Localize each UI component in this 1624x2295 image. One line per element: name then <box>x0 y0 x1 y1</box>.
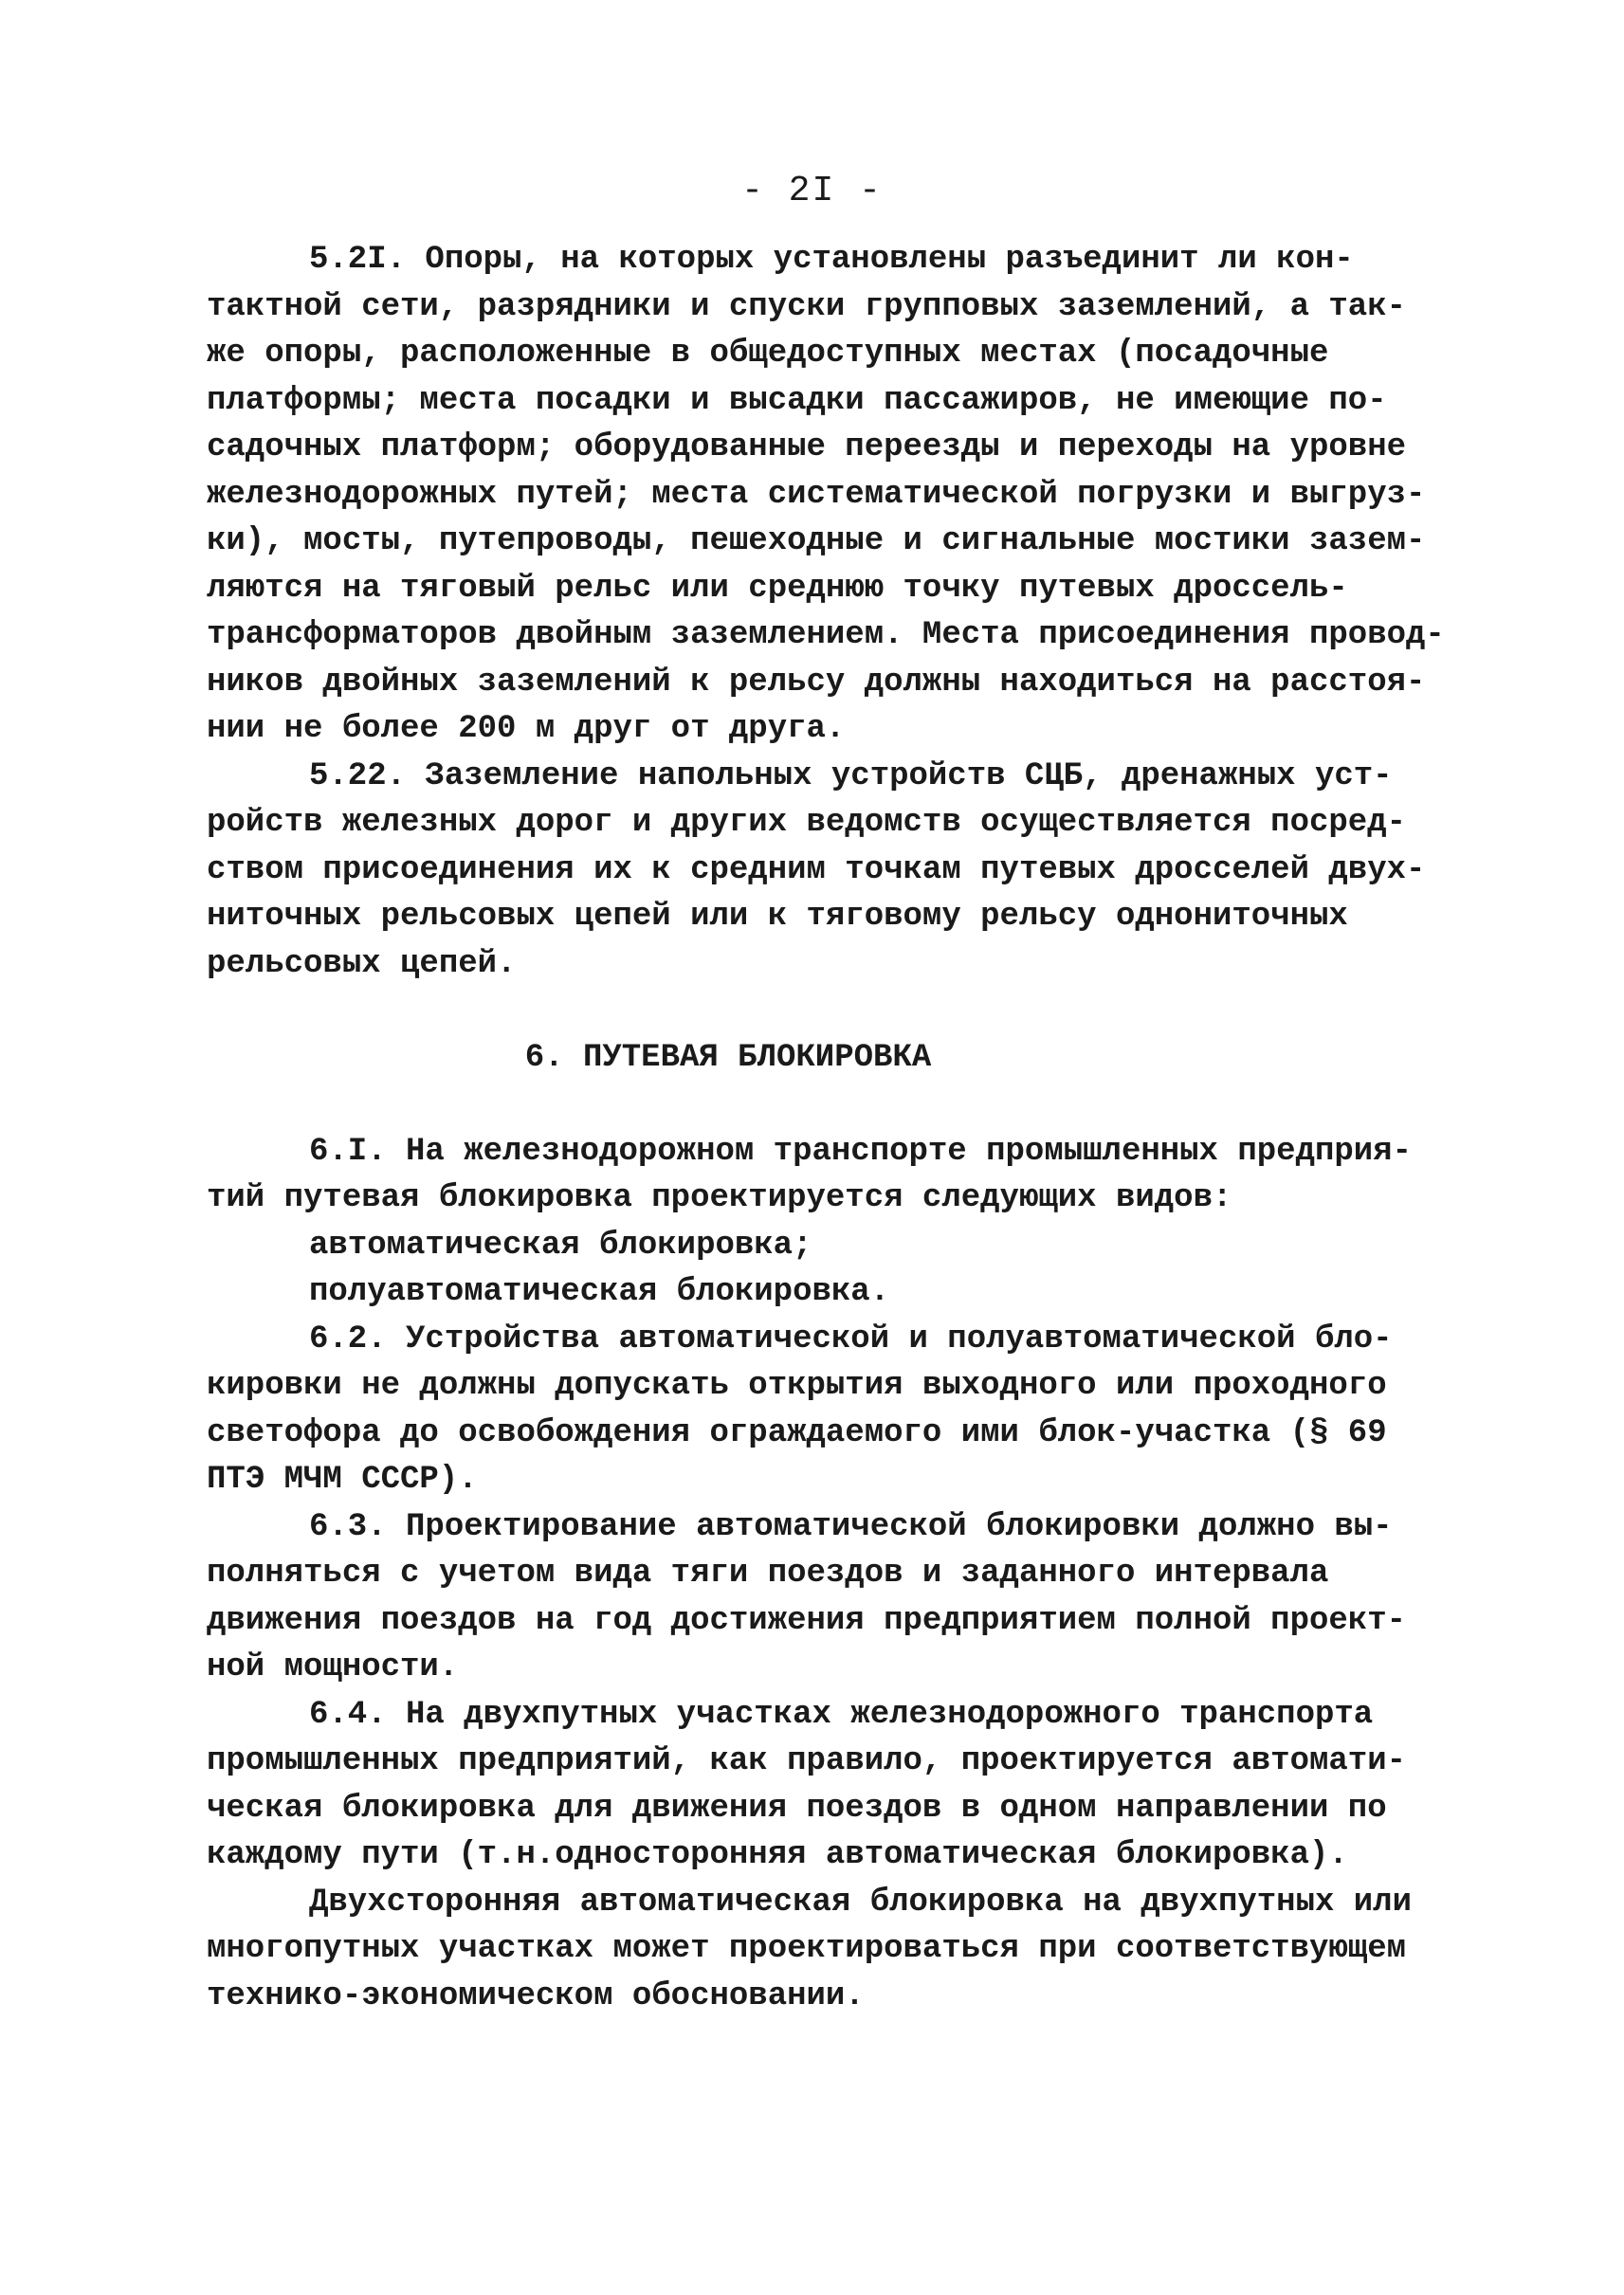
text-line: садочных платформ; оборудованные переезды и переходы на уровне <box>207 429 1407 465</box>
document-body <box>207 237 1445 2020</box>
text-line: ством присоединения их к средним точкам путевых дросселей двух- <box>207 851 1426 888</box>
text-line: рельсовых цепей. <box>207 945 517 982</box>
text-line: 5.22. Заземление напольных устройств СЦБ, дренажных уст- <box>309 757 1393 794</box>
text-line: ройств железных дорог и других ведомств осуществляется посред- <box>207 805 1407 841</box>
text-line: ПТЭ МЧМ СССР). <box>207 1462 478 1498</box>
text-line: Двухсторонняя автоматическая блокировка на двухпутных или <box>309 1884 1412 1921</box>
paragraph-6-4-continued <box>207 1880 1439 2021</box>
list-item: полуавтоматическая блокировка. <box>309 1274 890 1310</box>
text-line: светофора до освобождения ограждаемого ими блок-участка (§ 69 <box>207 1414 1387 1451</box>
text-line: трансформаторов двойным заземлением. Места присоединения провод- <box>207 617 1445 653</box>
paragraph-6-4 <box>207 1692 1439 1880</box>
text-line: ной мощности. <box>207 1649 459 1685</box>
text-line: промышленных предприятий, как правило, проектируется автомати- <box>207 1743 1407 1779</box>
text-line: железнодорожных путей; места систематической погрузки и выгруз- <box>207 476 1426 513</box>
text-line: тий путевая блокировка проектируется следующих видов: <box>207 1180 1232 1216</box>
text-line: тактной сети, разрядники и спуски групповых заземлений, а так- <box>207 288 1407 325</box>
spacer <box>207 988 1439 1035</box>
text-line: 6.I. На железнодорожном транспорте промышленных предприя- <box>309 1133 1412 1170</box>
text-line: каждому пути (т.н.односторонняя автоматическая блокировка). <box>207 1837 1348 1873</box>
page-number: - 2I - <box>741 171 883 211</box>
paragraph-6-3 <box>207 1504 1439 1692</box>
text-line: технико-экономическом обосновании. <box>207 1977 865 2014</box>
text-line: кировки не должны допускать открытия выходного или проходного <box>207 1368 1387 1404</box>
text-line: ников двойных заземлений к рельсу должны находиться на расстоя- <box>207 664 1426 701</box>
text-line: 6.3. Проектирование автоматической блокировки должно вы- <box>309 1508 1393 1545</box>
list-item: автоматическая блокировка; <box>309 1227 812 1264</box>
text-line: ческая блокировка для движения поездов в одном направлении по <box>207 1790 1387 1827</box>
spacer <box>207 1082 1439 1129</box>
paragraph-5-21 <box>207 237 1445 754</box>
text-line: ки), мосты, путепроводы, пешеходные и сигнальные мостики зазем- <box>207 523 1426 559</box>
text-line: нии не более 200 м друг от друга. <box>207 711 846 747</box>
text-line: многопутных участках может проектироваться при соответствующем <box>207 1931 1407 1967</box>
text-line: движения поездов на год достижения предприятием полной проект- <box>207 1602 1407 1639</box>
text-line: платформы; места посадки и высадки пассажиров, не имеющие по- <box>207 382 1387 419</box>
text-line: полняться с учетом вида тяги поездов и заданного интервала <box>207 1556 1329 1592</box>
text-line: же опоры, расположенные в общедоступных местах (посадочные <box>207 336 1329 372</box>
paragraph-6-2 <box>207 1317 1439 1504</box>
paragraph-5-22 <box>207 754 1439 989</box>
text-line: ниточных рельсовых цепей или к тяговому рельсу однониточных <box>207 899 1348 935</box>
text-line: 6.4. На двухпутных участках железнодорожного транспорта <box>309 1696 1374 1733</box>
text-line: 5.2I. Опоры, на которых установлены разъединит ли кон- <box>309 242 1354 278</box>
paragraph-6-1 <box>207 1129 1439 1317</box>
text-line: ляются на тяговый рельс или среднюю точку путевых дроссель- <box>207 570 1348 607</box>
text-line: 6.2. Устройства автоматической и полуавтоматической бло- <box>309 1321 1393 1357</box>
section-heading: 6. ПУТЕВАЯ БЛОКИРОВКА <box>524 1039 932 1076</box>
